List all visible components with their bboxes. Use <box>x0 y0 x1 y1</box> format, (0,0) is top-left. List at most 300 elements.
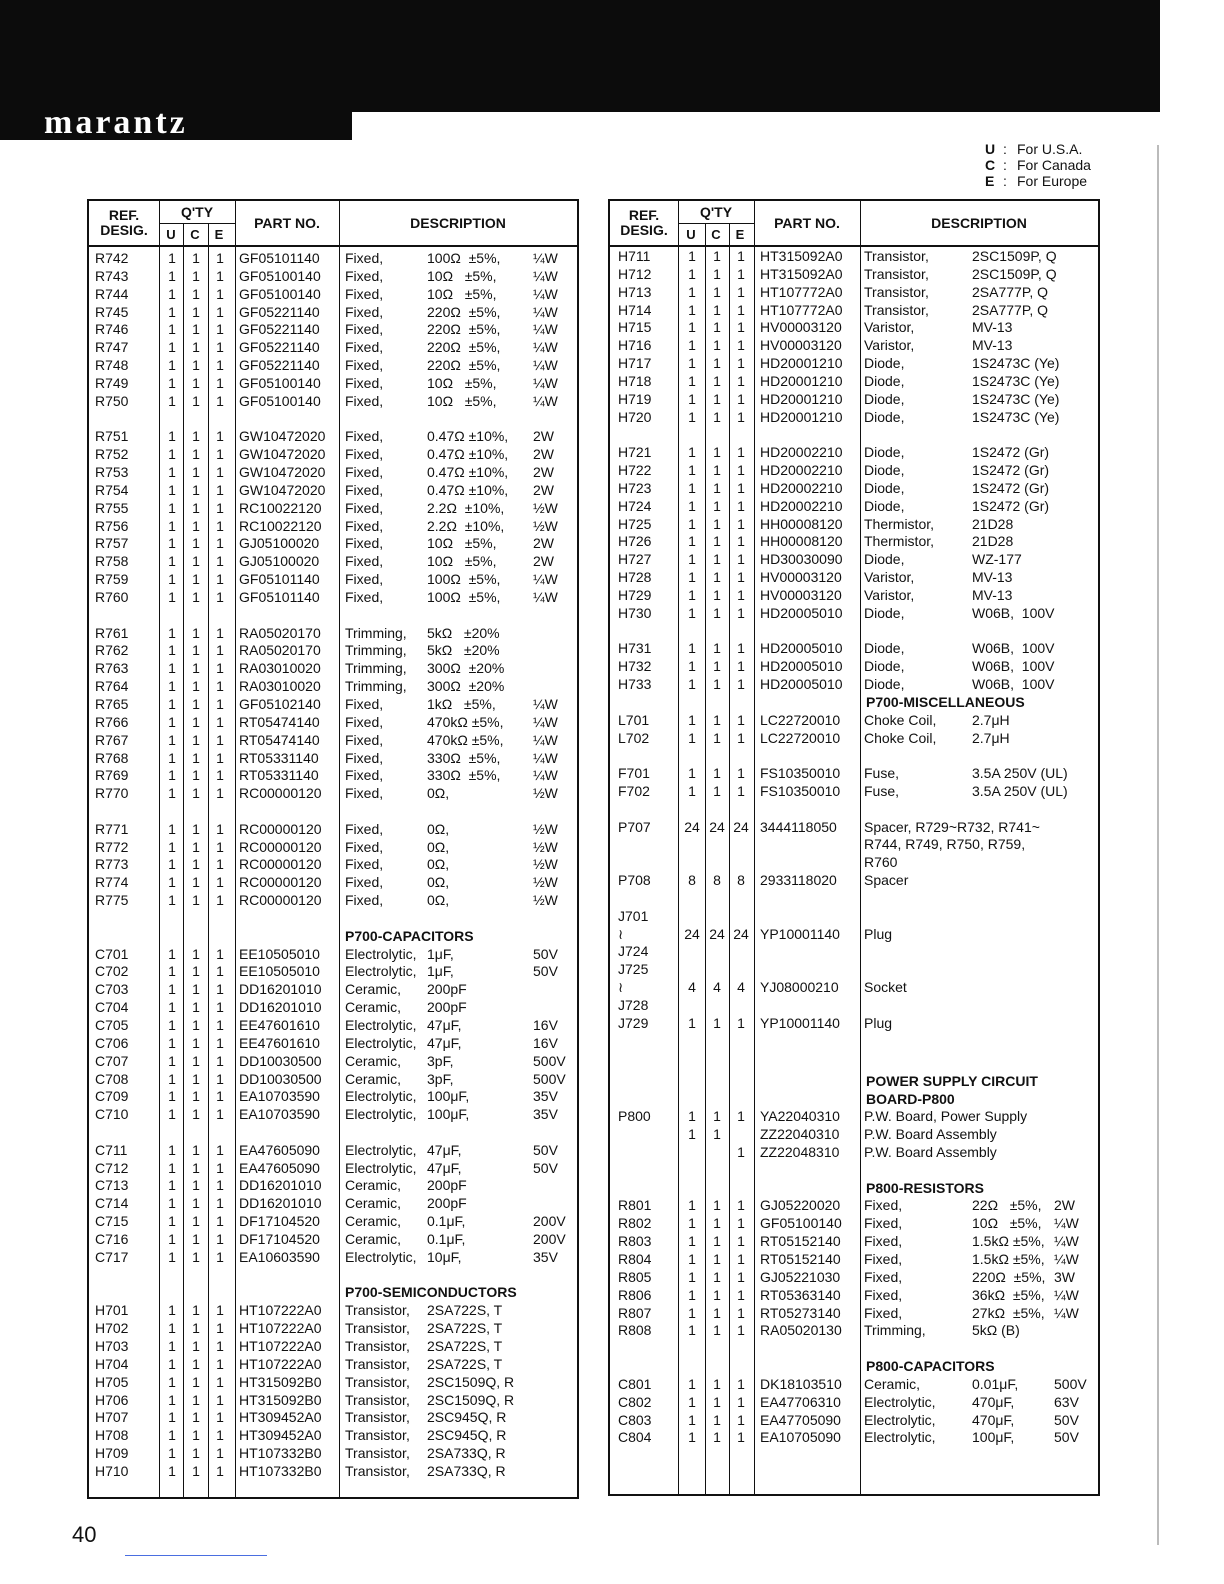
qty-u-cell: 1 <box>688 1375 696 1392</box>
desc-value-cell: 2.7μH <box>972 729 1010 746</box>
desc-value-cell: 2SC945Q, R <box>427 1409 507 1426</box>
qty-e-cell: 1 <box>216 321 224 338</box>
desc-value-cell: 2SA722S, T <box>427 1337 503 1354</box>
ref-cell: H725 <box>618 515 652 532</box>
desc-type-cell: Transistor, <box>345 1337 410 1354</box>
qty-u-cell: 1 <box>168 713 176 730</box>
qty-e-cell: 1 <box>737 1429 745 1446</box>
part-no-cell: HD20005010 <box>760 604 843 621</box>
ref-cell: F701 <box>618 765 650 782</box>
qty-c-cell: 1 <box>192 713 200 730</box>
ref-cell: H723 <box>618 479 652 496</box>
qty-u-cell: 1 <box>168 1177 176 1194</box>
qty-e-cell: 1 <box>216 1445 224 1462</box>
desc-value-cell: 100μF, <box>427 1106 470 1123</box>
part-no-cell: HT107772A0 <box>760 301 843 318</box>
qty-c-cell: 1 <box>192 589 200 605</box>
desc-value-cell: 0.47Ω ±10%, <box>427 481 509 498</box>
ref-cell: R802 <box>618 1215 652 1232</box>
table-row <box>89 552 577 570</box>
parts-table-left <box>87 199 579 1499</box>
part-no-cell: RC00000120 <box>239 856 322 873</box>
page-number: 40 <box>72 1522 97 1547</box>
qty-c-cell: 1 <box>713 1215 721 1232</box>
desc-rating-cell: ¼W <box>533 303 558 320</box>
qty-c-cell: 1 <box>713 301 721 318</box>
qty-u-cell: 1 <box>168 1445 176 1462</box>
qty-c-cell: 1 <box>713 1197 721 1214</box>
qty-u-cell: 1 <box>168 874 176 891</box>
desc-type-cell: Diode, <box>864 355 905 372</box>
part-no-header: PART NO. <box>774 214 840 231</box>
qty-e-cell: 1 <box>737 1014 745 1031</box>
qty-u-cell: 1 <box>168 999 176 1016</box>
desc-value-cell: 1S2472 (Gr) <box>972 444 1050 461</box>
qty-u-cell: 1 <box>688 1014 696 1031</box>
table-row <box>89 427 577 445</box>
desc-rating-cell: ¼W <box>533 767 558 784</box>
desc-rating-cell: 50V <box>533 945 558 962</box>
table-row <box>89 267 577 285</box>
banner-cutout <box>352 112 1160 140</box>
qty-e-cell: 1 <box>216 874 224 891</box>
qty-e-cell: 1 <box>216 1337 224 1354</box>
desc-rating-cell: ¼W <box>533 285 558 302</box>
qty-c-cell: 1 <box>192 767 200 784</box>
qty-u-cell: 1 <box>688 301 696 318</box>
desc-value-cell: 2SA722S, T <box>427 1355 503 1372</box>
table-row <box>610 1393 1098 1411</box>
desc-rating-cell: ¼W <box>1054 1304 1079 1321</box>
table-header <box>610 201 1098 247</box>
part-no-cell: GF05100140 <box>239 285 321 302</box>
part-no-cell: GF05100140 <box>239 374 321 391</box>
desc-rating-cell: ½W <box>533 838 558 855</box>
part-no-cell: HD20001210 <box>760 355 843 372</box>
desc-rating-cell: ½W <box>533 892 558 909</box>
qty-e-cell: 1 <box>737 1215 745 1232</box>
qty-c-cell: 1 <box>713 658 721 675</box>
table-row <box>610 354 1098 372</box>
desc-type-cell: Ceramic, <box>345 1177 402 1194</box>
part-no-cell: HT315092A0 <box>760 248 843 264</box>
table-row <box>610 461 1098 479</box>
part-no-cell: YP10001140 <box>760 925 840 942</box>
part-no-cell: RT05474140 <box>239 713 320 730</box>
ref-cell: R765 <box>95 695 129 712</box>
table-row <box>89 445 577 463</box>
desc-type-cell: Fixed, <box>345 785 384 802</box>
qty-c-cell: 1 <box>192 1320 200 1337</box>
qty-u-cell: 1 <box>168 571 176 588</box>
part-no-cell: DD10030500 <box>239 1052 322 1069</box>
desc-rating-cell: 50V <box>533 1141 558 1158</box>
desc-rating-cell: 50V <box>1054 1411 1079 1428</box>
qty-e-cell: 1 <box>216 357 224 374</box>
qty-e-cell: 1 <box>216 1195 224 1212</box>
desc-type-cell: Diode, <box>864 551 905 568</box>
qty-c-cell: 1 <box>192 517 200 534</box>
qty-u-cell: 1 <box>688 1304 696 1321</box>
table-row <box>89 962 577 980</box>
desc-type-cell: Diode, <box>864 479 905 496</box>
ref-cell: C708 <box>95 1070 129 1087</box>
desc-type-cell: Electrolytic, <box>345 1159 417 1176</box>
part-no-cell: HT309452A0 <box>239 1427 322 1444</box>
ref-cell: C804 <box>618 1429 652 1446</box>
part-no-cell: RT05474140 <box>239 731 320 748</box>
desc-value-cell: 0.1μF, <box>427 1231 466 1247</box>
desc-value-cell: 100μF, <box>427 1088 470 1105</box>
desc-value-cell: 470μF, <box>972 1393 1015 1410</box>
desc-type-cell: Fixed, <box>864 1286 903 1303</box>
qty-u-cell: 1 <box>168 357 176 374</box>
table-row <box>89 499 577 517</box>
desc-type-cell: Electrolytic, <box>864 1393 936 1410</box>
part-no-cell: RC00000120 <box>239 892 322 909</box>
desc-rating-cell: 35V <box>533 1106 558 1123</box>
qty-c-cell: 1 <box>192 1106 200 1123</box>
qty-e-cell: 1 <box>216 285 224 302</box>
desc-type-cell: Transistor, <box>345 1462 410 1479</box>
qty-c-cell: 1 <box>713 765 721 782</box>
qty-c-cell: 1 <box>713 1322 721 1339</box>
part-no-cell: EE10505010 <box>239 945 320 962</box>
ref-cell: H722 <box>618 462 652 479</box>
qty-c-cell: 1 <box>192 1034 200 1051</box>
qty-u-cell: 1 <box>168 392 176 409</box>
qty-e-cell: 1 <box>216 303 224 320</box>
desc-rating-cell: 3W <box>1054 1268 1075 1285</box>
divider-line <box>125 1555 267 1556</box>
table-row <box>610 515 1098 533</box>
desc-value-cell: 1S2473C (Ye) <box>972 390 1060 407</box>
qty-u-cell: 1 <box>688 390 696 407</box>
qty-e-cell: 1 <box>216 446 224 463</box>
qty-u-cell: 1 <box>688 1268 696 1285</box>
table-row <box>89 374 577 392</box>
ref-cell: L702 <box>618 729 650 746</box>
table-row <box>89 249 577 267</box>
part-no-cell: RA05020130 <box>760 1322 842 1339</box>
desc-rating-cell: ¼W <box>533 339 558 356</box>
qty-c-cell: 1 <box>713 515 721 532</box>
qty-c-cell: 1 <box>713 711 721 728</box>
table-row <box>89 1176 577 1194</box>
desc-type-cell: Fixed, <box>864 1251 903 1267</box>
desc-value-cell: 2.2Ω ±10%, <box>427 499 505 516</box>
part-no-cell: RA05020170 <box>239 642 321 659</box>
qty-e-cell: 1 <box>216 999 224 1016</box>
desc-rating-cell: ¼W <box>1054 1233 1079 1250</box>
desc-type-cell: Transistor, <box>345 1320 410 1337</box>
desc-type-cell: Fixed, <box>345 464 384 481</box>
part-no-cell: GJ05221030 <box>760 1268 841 1285</box>
desc-value-cell: 21D28 <box>972 533 1014 550</box>
desc-value-cell: 47μF, <box>427 1034 462 1051</box>
desc-type-cell: Ceramic, <box>345 999 402 1016</box>
part-no-cell: HV00003120 <box>760 569 842 586</box>
ref-cell: R807 <box>618 1304 652 1321</box>
table-row <box>610 497 1098 515</box>
ref-cell: R760 <box>95 589 129 605</box>
table-row <box>89 320 577 338</box>
ref-cell: C710 <box>95 1106 129 1123</box>
ref-cell: C709 <box>95 1088 129 1105</box>
section-heading <box>89 927 577 945</box>
desc-type-cell: Fixed, <box>345 767 384 784</box>
section-heading <box>610 1090 1098 1108</box>
ref-cell: P800 <box>618 1108 651 1125</box>
qty-u-cell: 1 <box>168 820 176 837</box>
qty-u-cell: 1 <box>168 1213 176 1230</box>
ref-cell: R755 <box>95 499 129 516</box>
qty-u-cell: 1 <box>688 265 696 282</box>
part-no-cell: EE47601610 <box>239 1016 320 1033</box>
part-no-cell: GF05102140 <box>239 695 321 712</box>
ref-cell: J724 <box>618 943 649 960</box>
desc-rating-cell: ½W <box>533 874 558 891</box>
desc-value-cell: 1kΩ ±5%, <box>427 695 496 712</box>
qty-e-cell: 1 <box>737 569 745 586</box>
qty-e-cell: 1 <box>737 1251 745 1267</box>
qty-u-cell: 1 <box>688 1126 696 1143</box>
qty-c-cell: 1 <box>192 571 200 588</box>
part-no-cell: RA03010020 <box>239 678 321 695</box>
ref-cell: H702 <box>95 1320 129 1337</box>
desc-value-cell: 100μF, <box>972 1429 1015 1446</box>
table-row <box>610 1268 1098 1286</box>
desc-value-cell: 1.5kΩ ±5%, <box>972 1251 1045 1267</box>
desc-type-cell: P.W. Board Assembly <box>864 1126 997 1143</box>
qty-u-cell: 1 <box>168 695 176 712</box>
desc-value-cell: 10Ω ±5%, <box>427 535 497 552</box>
qty-u-cell: 1 <box>168 303 176 320</box>
desc-value-cell: 300Ω ±20% <box>427 678 505 695</box>
part-no-cell: HD20001210 <box>760 372 843 389</box>
ref-cell: R775 <box>95 892 129 909</box>
desc-value-cell: 5kΩ (B) <box>972 1322 1020 1339</box>
desc-type-cell: Fixed, <box>864 1215 903 1232</box>
qty-u-cell: 4 <box>688 979 696 996</box>
desc-type-cell: Fixed, <box>345 874 384 891</box>
table-row <box>610 1304 1098 1322</box>
qty-u-cell: 1 <box>168 1409 176 1426</box>
table-header <box>89 201 577 247</box>
qty-e-cell: 4 <box>737 979 745 996</box>
desc-type-cell: Ceramic, <box>345 1195 402 1212</box>
ref-cell: R757 <box>95 535 129 552</box>
qty-e-cell: 1 <box>216 642 224 659</box>
ref-cell: P707 <box>618 818 651 835</box>
part-no-cell: HT107332B0 <box>239 1462 322 1479</box>
part-no-cell: GJ05100020 <box>239 553 320 570</box>
desc-value-cell: 2SC945Q, R <box>427 1427 507 1444</box>
table-row <box>610 657 1098 675</box>
qty-u-cell: 1 <box>168 285 176 302</box>
ref-cell: H712 <box>618 265 652 282</box>
table-row <box>610 1428 1098 1446</box>
desc-type-cell: Electrolytic, <box>864 1429 936 1446</box>
part-no-cell: DD16201010 <box>239 1195 322 1212</box>
desc-type-cell: Plug <box>864 925 893 942</box>
table-body <box>89 247 577 1497</box>
table-row <box>610 782 1098 800</box>
table-row <box>89 1212 577 1230</box>
section-heading <box>610 1072 1098 1090</box>
desc-type-cell: Trimming, <box>864 1322 926 1339</box>
table-row <box>610 532 1098 550</box>
ref-cell: H715 <box>618 319 652 336</box>
desc-rating-cell: 500V <box>533 1052 566 1069</box>
section-heading <box>610 1357 1098 1375</box>
part-no-cell: RT05152140 <box>760 1233 841 1250</box>
qty-e-cell: 1 <box>216 1016 224 1033</box>
ref-cell: C706 <box>95 1034 129 1051</box>
qty-e-cell: 1 <box>737 658 745 675</box>
desc-value-cell: 0.47Ω ±10%, <box>427 446 509 463</box>
table-row <box>610 729 1098 747</box>
desc-type-cell: Fixed, <box>345 713 384 730</box>
ref-cell: H716 <box>618 337 652 354</box>
ref-cell: R747 <box>95 339 129 356</box>
qty-c-cell: 1 <box>192 1355 200 1372</box>
qty-c-cell: 1 <box>713 265 721 282</box>
desc-value-cell: 47μF, <box>427 1141 462 1158</box>
desc-type-cell: Socket <box>864 979 907 996</box>
desc-value-cell: 0Ω, <box>427 838 450 855</box>
table-row <box>610 568 1098 586</box>
desc-type-cell: Electrolytic, <box>345 1016 417 1033</box>
qty-c-cell: 1 <box>192 963 200 980</box>
qty-c-cell: 24 <box>709 818 725 835</box>
part-no-cell: HV00003120 <box>760 587 842 603</box>
brand-logo: marantz <box>44 104 188 141</box>
ref-cell: C715 <box>95 1213 129 1230</box>
table-row <box>610 853 1098 871</box>
part-no-cell: HT107222A0 <box>239 1302 322 1319</box>
desc-type-cell: Fixed, <box>345 589 384 605</box>
qty-e-cell: 1 <box>737 729 745 746</box>
desc-value-cell: 100Ω ±5%, <box>427 589 501 605</box>
desc-type-cell: Diode, <box>864 408 905 425</box>
ref-cell: R761 <box>95 624 129 641</box>
qty-e-cell: 1 <box>216 749 224 766</box>
qty-c-cell: 1 <box>192 321 200 338</box>
qty-u-cell: 24 <box>684 925 700 942</box>
qty-header: Q'TY <box>180 203 214 220</box>
qty-c-cell: 1 <box>192 660 200 677</box>
section-title: P800-RESISTORS <box>866 1179 985 1196</box>
ref-desig-header: REF. DESIG. <box>620 207 668 238</box>
part-no-cell: RT05363140 <box>760 1286 841 1303</box>
desc-rating-cell: 500V <box>1054 1375 1087 1392</box>
qty-e-cell: 1 <box>216 267 224 284</box>
qty-u-cell: 1 <box>168 838 176 855</box>
desc-rating-cell: 35V <box>533 1248 558 1265</box>
qty-c-cell: 1 <box>713 319 721 336</box>
ref-cell: R766 <box>95 713 129 730</box>
part-no-cell: EA10705090 <box>760 1429 841 1446</box>
qty-u-cell: 1 <box>688 604 696 621</box>
qty-c-cell: 1 <box>713 1393 721 1410</box>
qty-u-cell: 1 <box>168 1088 176 1105</box>
qty-u-cell: 1 <box>168 1034 176 1051</box>
part-no-cell: FS10350010 <box>760 765 841 782</box>
qty-c-cell: 8 <box>713 872 721 889</box>
desc-type-cell: Fixed, <box>345 838 384 855</box>
desc-value-cell: 100Ω ±5%, <box>427 571 501 588</box>
parts-table-right <box>608 199 1100 1496</box>
table-row <box>89 588 577 606</box>
ref-desig-header: REF. DESIG. <box>100 207 148 238</box>
desc-type-cell: Diode, <box>864 444 905 461</box>
part-no-cell: GW10472020 <box>239 481 326 498</box>
desc-value-cell: W06B, 100V <box>972 604 1055 621</box>
desc-value-cell: 200pF <box>427 1195 467 1212</box>
part-no-cell: RT05331140 <box>239 767 319 784</box>
table-row <box>89 731 577 749</box>
table-row <box>89 695 577 713</box>
part-no-cell: EE10505010 <box>239 963 320 980</box>
desc-rating-cell: 2W <box>533 428 554 445</box>
desc-rating-cell: ¼W <box>533 571 558 588</box>
part-no-cell: EA10703590 <box>239 1106 320 1123</box>
desc-value-cell: 0.47Ω ±10%, <box>427 464 509 481</box>
qty-u-cell: 1 <box>168 589 176 605</box>
ref-cell: H713 <box>618 283 652 300</box>
ref-cell: R744 <box>95 285 129 302</box>
part-no-cell: HT315092B0 <box>239 1391 322 1408</box>
qty-u-cell: 1 <box>168 446 176 463</box>
qty-u-cell: 1 <box>168 1231 176 1247</box>
table-row <box>89 820 577 838</box>
qty-u-cell: 1 <box>168 267 176 284</box>
qty-u-cell: 1 <box>168 535 176 552</box>
desc-value-cell: 1S2473C (Ye) <box>972 355 1060 372</box>
desc-type-cell: Fixed, <box>345 339 384 356</box>
ref-cell: R773 <box>95 856 129 873</box>
qty-c-cell: 1 <box>192 999 200 1016</box>
part-no-cell: HD20002210 <box>760 444 843 461</box>
desc-rating-cell: ¼W <box>533 267 558 284</box>
part-no-cell: 2933118020 <box>760 872 837 889</box>
qty-e-cell: 1 <box>216 713 224 730</box>
desc-type-cell: Diode, <box>864 658 905 675</box>
qty-u-cell: 1 <box>688 783 696 800</box>
table-row <box>89 945 577 963</box>
ref-cell: R750 <box>95 392 129 409</box>
desc-value-cell: 1S2472 (Gr) <box>972 497 1050 514</box>
desc-value-cell: W06B, 100V <box>972 658 1055 675</box>
qty-c-cell: 1 <box>192 392 200 409</box>
table-row <box>610 675 1098 693</box>
table-row <box>89 1052 577 1070</box>
desc-value-cell: 200pF <box>427 981 467 998</box>
part-no-cell: HH00008120 <box>760 533 843 550</box>
qty-c-cell: 1 <box>713 1126 721 1143</box>
table-row <box>610 604 1098 622</box>
qty-c-cell: 1 <box>192 267 200 284</box>
qty-e-cell: 1 <box>737 551 745 568</box>
ref-cell: H701 <box>95 1302 129 1319</box>
qty-e-cell: 1 <box>216 1088 224 1105</box>
qty-u-cell: 1 <box>688 515 696 532</box>
ref-cell: C712 <box>95 1159 129 1176</box>
desc-type-cell: Transistor, <box>345 1355 410 1372</box>
qty-u-cell: 1 <box>688 1197 696 1214</box>
qty-c-cell: 1 <box>192 820 200 837</box>
